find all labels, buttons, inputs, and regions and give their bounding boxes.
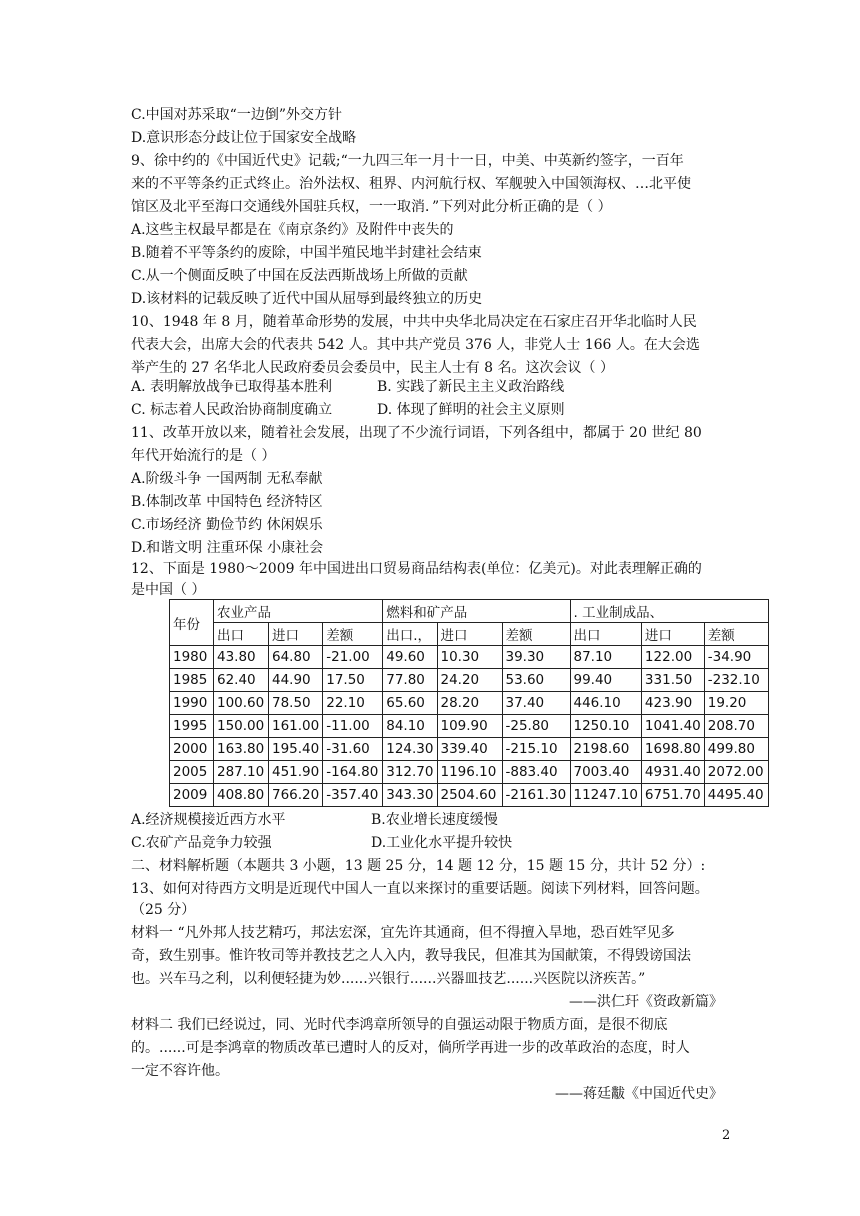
value-cell: 4495.40 [704,784,768,807]
value-cell: 408.80 [214,784,269,807]
subheader-cell: 进口 [641,623,704,646]
value-cell: 84.10 [383,715,437,738]
trade-structure-table [169,599,769,807]
table-row [170,669,769,692]
value-cell: 10.30 [437,646,502,669]
value-cell: 312.70 [383,761,437,784]
value-cell: 4931.40 [641,761,704,784]
text-line: 奇，致生别事。惟许牧司等并教技艺之人入内，教导我民，但准其为国献策，不得毁谤国法 [131,948,691,964]
text-line: 9、徐中约的《中国近代史》记载;“一九四三年一月十一日，中美、中英新约签字，一百年 [131,153,684,169]
value-cell: 77.80 [383,669,437,692]
value-cell: 24.20 [437,669,502,692]
value-cell: -357.40 [323,784,383,807]
subheader-cell: 出口 [214,623,269,646]
value-cell: 124.30 [383,738,437,761]
text-line: 11、改革开放以来，随着社会发展，出现了不少流行词语，下列各组中，都属于 20 世纪 80 [131,425,702,441]
value-cell: 19.20 [704,692,768,715]
value-cell: -21.00 [323,646,383,669]
source-citation: ——蒋廷黻《中国近代史》 [555,1086,723,1102]
value-cell: 39.30 [502,646,570,669]
section-heading: 二、材料解析题（本题共 3 小题，13 题 25 分，14 题 12 分，15 题 15 分，共计 52 分）: [131,858,706,874]
year-cell: 1990 [170,692,214,715]
text-line: A.这些主权最早都是在《南京条约》及附件中丧失的 [131,222,454,238]
table-row [170,761,769,784]
text-line: 材料二 我们已经说过，同、光时代李鸿章所领导的自强运动限于物质方面，是很不彻底 [131,1017,668,1033]
value-cell: -164.80 [323,761,383,784]
source-citation: ——洪仁玕《资政新篇》 [569,994,723,1010]
value-cell: 28.20 [437,692,502,715]
year-cell: 1985 [170,669,214,692]
subheader-cell: 出口 [570,623,641,646]
value-cell: 49.60 [383,646,437,669]
text-line: 一定不容许他。 [131,1063,229,1079]
group-header-cell: 燃料和矿产品 [383,600,570,623]
value-cell: -25.80 [502,715,570,738]
table-row [170,715,769,738]
text-line: 也。兴车马之利，以利便轻捷为妙......兴银行......兴器皿技艺......兴医院以济疾苦。” [131,971,646,987]
value-cell: 766.20 [269,784,323,807]
table-row [170,738,769,761]
subheader-cell: 出口.， [383,623,437,646]
value-cell: -31.60 [323,738,383,761]
value-cell: 331.50 [641,669,704,692]
q12-option-c: C.农矿产品竞争力较强 [131,835,272,851]
value-cell: 64.80 [269,646,323,669]
text-line: 来的不平等条约正式终止。治外法权、租界、内河航行权、军舰驶入中国领海权、…北平使 [131,176,691,192]
table-row [170,646,769,669]
value-cell: 62.40 [214,669,269,692]
q12-option-a: A.经济规模接近西方水平 [131,812,286,828]
subheader-cell: 进口 [437,623,502,646]
q10-option-b: B. 实践了新民主主义政治路线 [377,379,565,395]
text-line: 是中国（ ） [131,582,206,598]
text-line: B.随着不平等条约的废除，中国半殖民地半封建社会结束 [131,245,482,261]
value-cell: 2198.60 [570,738,641,761]
value-cell: 2504.60 [437,784,502,807]
value-cell: 100.60 [214,692,269,715]
year-cell: 2005 [170,761,214,784]
text-line: 馆区及北平至海口交通线外国驻兵权，一一取消．”下列对此分析正确的是（ ） [131,199,612,215]
value-cell: 446.10 [570,692,641,715]
value-cell: 7003.40 [570,761,641,784]
value-cell: 163.80 [214,738,269,761]
q10-option-d: D. 体现了鲜明的社会主义原则 [377,402,565,418]
value-cell: -883.40 [502,761,570,784]
value-cell: 2072.00 [704,761,768,784]
text-line: D.该材料的记载反映了近代中国从屈辱到最终独立的历史 [131,291,483,307]
value-cell: -34.90 [704,646,768,669]
text-line: 材料一 “凡外邦人技艺精巧，邦法宏深，宜先许其通商，但不得擅入旱地，恐百姓罕见多 [131,925,675,941]
q10-option-a: A. 表明解放战争已取得基本胜利 [131,379,333,395]
value-cell: 195.40 [269,738,323,761]
value-cell: 1250.10 [570,715,641,738]
value-cell: -215.10 [502,738,570,761]
page-number: 2 [722,1128,731,1143]
value-cell: 1698.80 [641,738,704,761]
value-cell: -11.00 [323,715,383,738]
subheader-cell: 差额 [502,623,570,646]
text-line: 的。......可是李鸿章的物质改革已遭时人的反对，倘所学再进一步的改革政治的态度，时人 [131,1040,690,1056]
text-line: （25 分） [131,902,196,918]
value-cell: 53.60 [502,669,570,692]
value-cell: 287.10 [214,761,269,784]
text-line: B.体制改革 中国特色 经济特区 [131,494,323,510]
subheader-cell: 差额 [323,623,383,646]
group-header-cell: 农业产品 [214,600,383,623]
value-cell: 499.80 [704,738,768,761]
text-line: C.市场经济 勤俭节约 休闲娱乐 [131,517,323,533]
text-line: 举产生的 27 名华北人民政府委员会委员中，民主人士有 8 名。这次会议（ ） [131,360,614,376]
year-cell: 1980 [170,646,214,669]
year-header-cell: 年份 [170,600,214,646]
table-row [170,784,769,807]
year-cell: 2009 [170,784,214,807]
value-cell: 423.90 [641,692,704,715]
year-cell: 1995 [170,715,214,738]
q12-option-d: D.工业化水平提升较快 [371,835,513,851]
value-cell: 161.00 [269,715,323,738]
value-cell: 1196.10 [437,761,502,784]
text-line: 13、如何对待西方文明是近现代中国人一直以来探讨的重要话题。阅读下列材料，回答问题。 [131,881,709,897]
value-cell: 109.90 [437,715,502,738]
value-cell: 37.40 [502,692,570,715]
table-row [170,692,769,715]
value-cell: 208.70 [704,715,768,738]
value-cell: 17.50 [323,669,383,692]
value-cell: 78.50 [269,692,323,715]
value-cell: 87.10 [570,646,641,669]
value-cell: 122.00 [641,646,704,669]
value-cell: 451.90 [269,761,323,784]
value-cell: -232.10 [704,669,768,692]
value-cell: 6751.70 [641,784,704,807]
value-cell: 44.90 [269,669,323,692]
value-cell: 339.40 [437,738,502,761]
q12-option-b: B.农业增长速度缓慢 [371,812,498,828]
value-cell: 1041.40 [641,715,704,738]
text-line: 10、1948 年 8 月，随着革命形势的发展，中共中央华北局决定在石家庄召开华北临时人民 [131,314,697,330]
text-line: 年代开始流行的是（ ） [131,448,276,464]
year-cell: 2000 [170,738,214,761]
group-header-cell: . 工业制成品、 [570,600,768,623]
text-line: C.中国对苏采取“一边倒”外交方针 [131,107,342,123]
text-line: A.阶级斗争 一国两制 无私奉献 [131,471,323,487]
text-line: D.和谐文明 注重环保 小康社会 [131,540,324,556]
value-cell: 43.80 [214,646,269,669]
q10-option-c: C. 标志着人民政治协商制度确立 [131,402,333,418]
value-cell: 11247.10 [570,784,641,807]
value-cell: 22.10 [323,692,383,715]
text-line: C.从一个侧面反映了中国在反法西斯战场上所做的贡献 [131,268,468,284]
text-line: D.意识形态分歧让位于国家安全战略 [131,130,357,146]
value-cell: 65.60 [383,692,437,715]
value-cell: 343.30 [383,784,437,807]
subheader-cell: 进口 [269,623,323,646]
value-cell: 99.40 [570,669,641,692]
text-line: 代表大会，出席大会的代表共 542 人。其中共产党员 376 人，非党人士 166 人。在大会选 [131,337,700,353]
value-cell: -2161.30 [502,784,570,807]
text-line: 12、下面是 1980〜2009 年中国进出口贸易商品结构表(单位：亿美元)。对此表理解正确的 [131,561,702,577]
value-cell: 150.00 [214,715,269,738]
subheader-cell: 差额 [704,623,768,646]
